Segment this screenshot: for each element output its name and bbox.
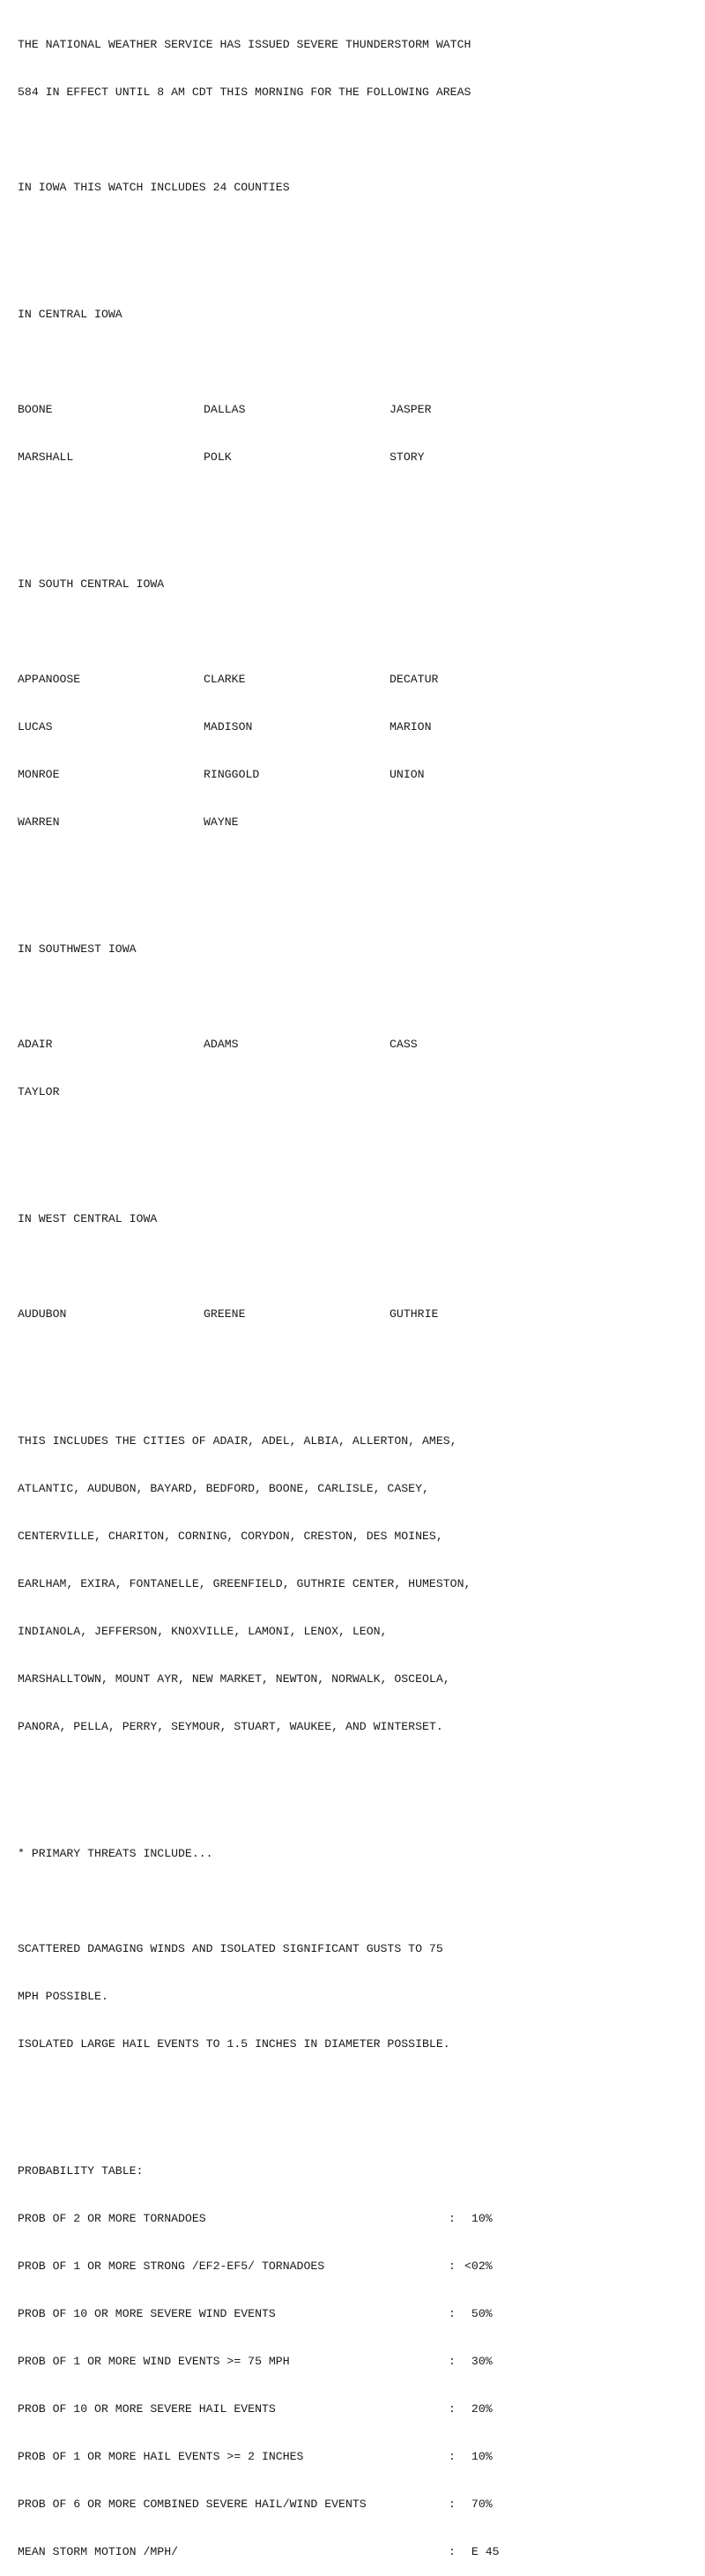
county-name: BOONE bbox=[18, 403, 53, 416]
probability-value: 10% bbox=[464, 2212, 493, 2225]
county-name: DECATUR bbox=[390, 673, 439, 686]
threat-line: MPH POSSIBLE. bbox=[18, 1990, 108, 2003]
county-row bbox=[18, 815, 696, 830]
county-name: POLK bbox=[204, 450, 232, 464]
county-name: ADAMS bbox=[204, 1038, 239, 1051]
county-name: TAYLOR bbox=[18, 1085, 60, 1098]
probability-separator: : bbox=[449, 2545, 456, 2558]
probability-value: 70% bbox=[464, 2498, 493, 2511]
county-name bbox=[390, 1084, 575, 1100]
probability-label: PROB OF 1 OR MORE WIND EVENTS >= 75 MPH bbox=[18, 2355, 290, 2368]
probability-value: 10% bbox=[464, 2450, 493, 2463]
probability-separator: : bbox=[449, 2498, 456, 2511]
probability-value: E 45 bbox=[464, 2545, 500, 2558]
probability-label: PROB OF 10 OR MORE SEVERE WIND EVENTS bbox=[18, 2307, 276, 2320]
county-name bbox=[390, 815, 575, 830]
cities-line: ATLANTIC, AUDUBON, BAYARD, BEDFORD, BOONE, CARLISLE, CASEY, bbox=[18, 1482, 429, 1495]
cities-line: THIS INCLUDES THE CITIES OF ADAIR, ADEL, ALBIA, ALLERTON, AMES, bbox=[18, 1434, 457, 1448]
region-heading-central: IN CENTRAL IOWA bbox=[18, 308, 122, 321]
threat-line: ISOLATED LARGE HAIL EVENTS TO 1.5 INCHES IN DIAMETER POSSIBLE. bbox=[18, 2037, 450, 2051]
watch-bulletin bbox=[18, 5, 696, 2576]
probability-separator: : bbox=[449, 2212, 456, 2225]
county-row bbox=[18, 767, 696, 783]
probability-row bbox=[18, 2211, 696, 2227]
county-name: LUCAS bbox=[18, 720, 53, 733]
county-name: MARION bbox=[390, 720, 432, 733]
county-name: GUTHRIE bbox=[390, 1307, 439, 1321]
probability-label: PROB OF 6 OR MORE COMBINED SEVERE HAIL/WIND EVENTS bbox=[18, 2498, 367, 2511]
county-name bbox=[204, 1084, 390, 1100]
intro-line-1: THE NATIONAL WEATHER SERVICE HAS ISSUED SEVERE THUNDERSTORM WATCH bbox=[18, 38, 471, 51]
county-name: MONROE bbox=[18, 768, 60, 781]
probability-row bbox=[18, 2544, 696, 2560]
probability-label: PROB OF 2 OR MORE TORNADOES bbox=[18, 2212, 206, 2225]
cities-line: MARSHALLTOWN, MOUNT AYR, NEW MARKET, NEWTON, NORWALK, OSCEOLA, bbox=[18, 1672, 450, 1686]
region-heading-south-central: IN SOUTH CENTRAL IOWA bbox=[18, 577, 165, 591]
county-name: GREENE bbox=[204, 1307, 246, 1321]
intro-line-2: 584 IN EFFECT UNTIL 8 AM CDT THIS MORNING FOR THE FOLLOWING AREAS bbox=[18, 86, 471, 99]
probability-row bbox=[18, 2354, 696, 2370]
probability-separator: : bbox=[449, 2260, 456, 2273]
threats-heading: * PRIMARY THREATS INCLUDE... bbox=[18, 1847, 213, 1860]
probability-label: MEAN STORM MOTION /MPH/ bbox=[18, 2545, 179, 2558]
county-name: DALLAS bbox=[204, 403, 246, 416]
county-name: CLARKE bbox=[204, 673, 246, 686]
county-name: WARREN bbox=[18, 815, 60, 829]
probability-separator: : bbox=[449, 2355, 456, 2368]
probability-value: 20% bbox=[464, 2402, 493, 2416]
probability-row bbox=[18, 2497, 696, 2513]
probability-value: 50% bbox=[464, 2307, 493, 2320]
probability-row bbox=[18, 2259, 696, 2274]
probability-separator: : bbox=[449, 2402, 456, 2416]
state-summary: IN IOWA THIS WATCH INCLUDES 24 COUNTIES bbox=[18, 181, 290, 194]
county-name: UNION bbox=[390, 768, 425, 781]
county-name: APPANOOSE bbox=[18, 673, 81, 686]
probability-separator: : bbox=[449, 2307, 456, 2320]
county-row bbox=[18, 1037, 696, 1053]
county-name: STORY bbox=[390, 450, 425, 464]
probability-value: 30% bbox=[464, 2355, 493, 2368]
county-name: WAYNE bbox=[204, 815, 239, 829]
county-name: JASPER bbox=[390, 403, 432, 416]
county-row bbox=[18, 719, 696, 735]
probability-row bbox=[18, 2306, 696, 2322]
county-name: MARSHALL bbox=[18, 450, 74, 464]
county-row bbox=[18, 402, 696, 418]
county-row bbox=[18, 1307, 696, 1322]
cities-line: INDIANOLA, JEFFERSON, KNOXVILLE, LAMONI, LENOX, LEON, bbox=[18, 1625, 388, 1638]
county-name: CASS bbox=[390, 1038, 418, 1051]
probability-label: PROB OF 1 OR MORE HAIL EVENTS >= 2 INCHES bbox=[18, 2450, 304, 2463]
county-name: RINGGOLD bbox=[204, 768, 260, 781]
cities-line: CENTERVILLE, CHARITON, CORNING, CORYDON, CRESTON, DES MOINES, bbox=[18, 1530, 443, 1543]
probability-label: PROB OF 10 OR MORE SEVERE HAIL EVENTS bbox=[18, 2402, 276, 2416]
probability-separator: : bbox=[449, 2450, 456, 2463]
county-row bbox=[18, 450, 696, 465]
county-name: AUDUBON bbox=[18, 1307, 67, 1321]
cities-line: PANORA, PELLA, PERRY, SEYMOUR, STUART, WAUKEE, AND WINTERSET. bbox=[18, 1720, 443, 1733]
county-row bbox=[18, 672, 696, 688]
threat-line: SCATTERED DAMAGING WINDS AND ISOLATED SIGNIFICANT GUSTS TO 75 bbox=[18, 1942, 443, 1955]
cities-line: EARLHAM, EXIRA, FONTANELLE, GREENFIELD, GUTHRIE CENTER, HUMESTON, bbox=[18, 1577, 471, 1590]
county-name: ADAIR bbox=[18, 1038, 53, 1051]
county-row bbox=[18, 1084, 696, 1100]
probability-heading: PROBABILITY TABLE: bbox=[18, 2164, 144, 2178]
region-heading-west-central: IN WEST CENTRAL IOWA bbox=[18, 1212, 158, 1225]
county-name: MADISON bbox=[204, 720, 253, 733]
probability-value: <02% bbox=[464, 2260, 493, 2273]
probability-row bbox=[18, 2401, 696, 2417]
region-heading-southwest: IN SOUTHWEST IOWA bbox=[18, 942, 137, 956]
probability-row bbox=[18, 2449, 696, 2465]
probability-label: PROB OF 1 OR MORE STRONG /EF2-EF5/ TORNADOES bbox=[18, 2260, 325, 2273]
